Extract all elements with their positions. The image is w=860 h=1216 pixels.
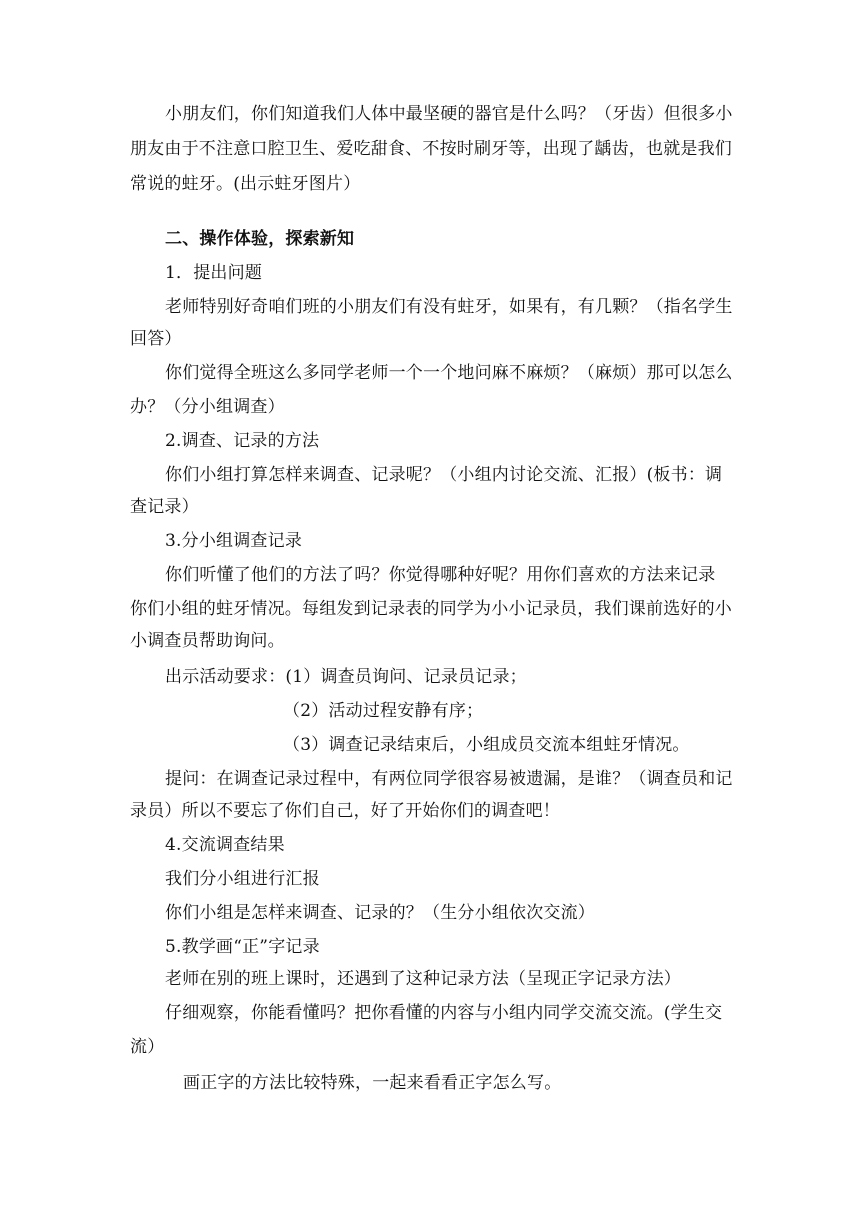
para-intro-line-1: 小朋友们，你们知道我们人体中最坚硬的器官是什么吗？（牙齿）但很多小 [165, 104, 733, 124]
activity-requirements-2: （2）活动过程安静有序； [283, 701, 484, 721]
step-5-title: 5.教学画“正”字记录 [165, 937, 320, 957]
step-5-para2-line-2: 流） [130, 1037, 165, 1057]
step-5-para-line-1: 老师在别的班上课时，还遇到了这种记录方法（呈现正字记录方法） [165, 969, 681, 989]
activity-requirements-3: （3）调查记录结束后，小组成员交流本组蛀牙情况。 [283, 735, 690, 755]
step-3-para-line-3: 小调查员帮助询问。 [130, 631, 285, 651]
step-3-para-line-1: 你们听懂了他们的方法了吗？你觉得哪种好呢？用你们喜欢的方法来记录 [165, 565, 716, 585]
question-line-2: 录员）所以不要忘了你们自己，好了开始你们的调查吧！ [130, 801, 560, 821]
step-4-para-line-2: 你们小组是怎样来调查、记录的？（生分小组依次交流） [165, 903, 595, 923]
step-1-para-line-2: 回答） [130, 329, 182, 349]
step-1-para2-line-2: 办？（分小组调查） [130, 397, 285, 417]
step-3-para-line-2: 你们小组的蛀牙情况。每组发到记录表的同学为小小记录员，我们课前选好的小 [130, 599, 732, 619]
step-3-title: 3.分小组调查记录 [165, 531, 303, 551]
step-2-para-line-2: 查记录） [130, 497, 199, 517]
section-heading: 二、操作体验，探索新知 [165, 229, 355, 249]
activity-requirements-1: 出示活动要求：(1）调查员询问、记录员记录； [165, 667, 527, 687]
step-1-para-line-1: 老师特别好奇咱们班的小朋友们有没有蛀牙，如果有，有几颗？（指名学生 [165, 297, 733, 317]
step-2-title: 2.调查、记录的方法 [165, 431, 320, 451]
step-4-para-line-1: 我们分小组进行汇报 [165, 869, 320, 889]
para-intro-line-3: 常说的蛀牙。(出示蛀牙图片） [130, 174, 361, 194]
step-2-para-line-1: 你们小组打算怎样来调查、记录呢？（小组内讨论交流、汇报）(板书：调 [165, 465, 723, 485]
step-1-para2-line-1: 你们觉得全班这么多同学老师一个一个地问麻不麻烦？（麻烦）那可以怎么 [165, 363, 733, 383]
para-intro-line-2: 朋友由于不注意口腔卫生、爱吃甜食、不按时刷牙等，出现了龋齿，也就是我们 [130, 139, 732, 159]
step-4-title: 4.交流调查结果 [165, 835, 285, 855]
step-5-para2-line-1: 仔细观察，你能看懂吗？把你看懂的内容与小组内同学交流交流。(学生交 [165, 1003, 723, 1023]
step-5-para3-line-1: 画正字的方法比较特殊，一起来看看正字怎么写。 [183, 1073, 562, 1093]
step-1-title: 1．提出问题 [165, 263, 263, 283]
question-line-1: 提问：在调查记录过程中，有两位同学很容易被遗漏，是谁？（调查员和记 [165, 769, 733, 789]
